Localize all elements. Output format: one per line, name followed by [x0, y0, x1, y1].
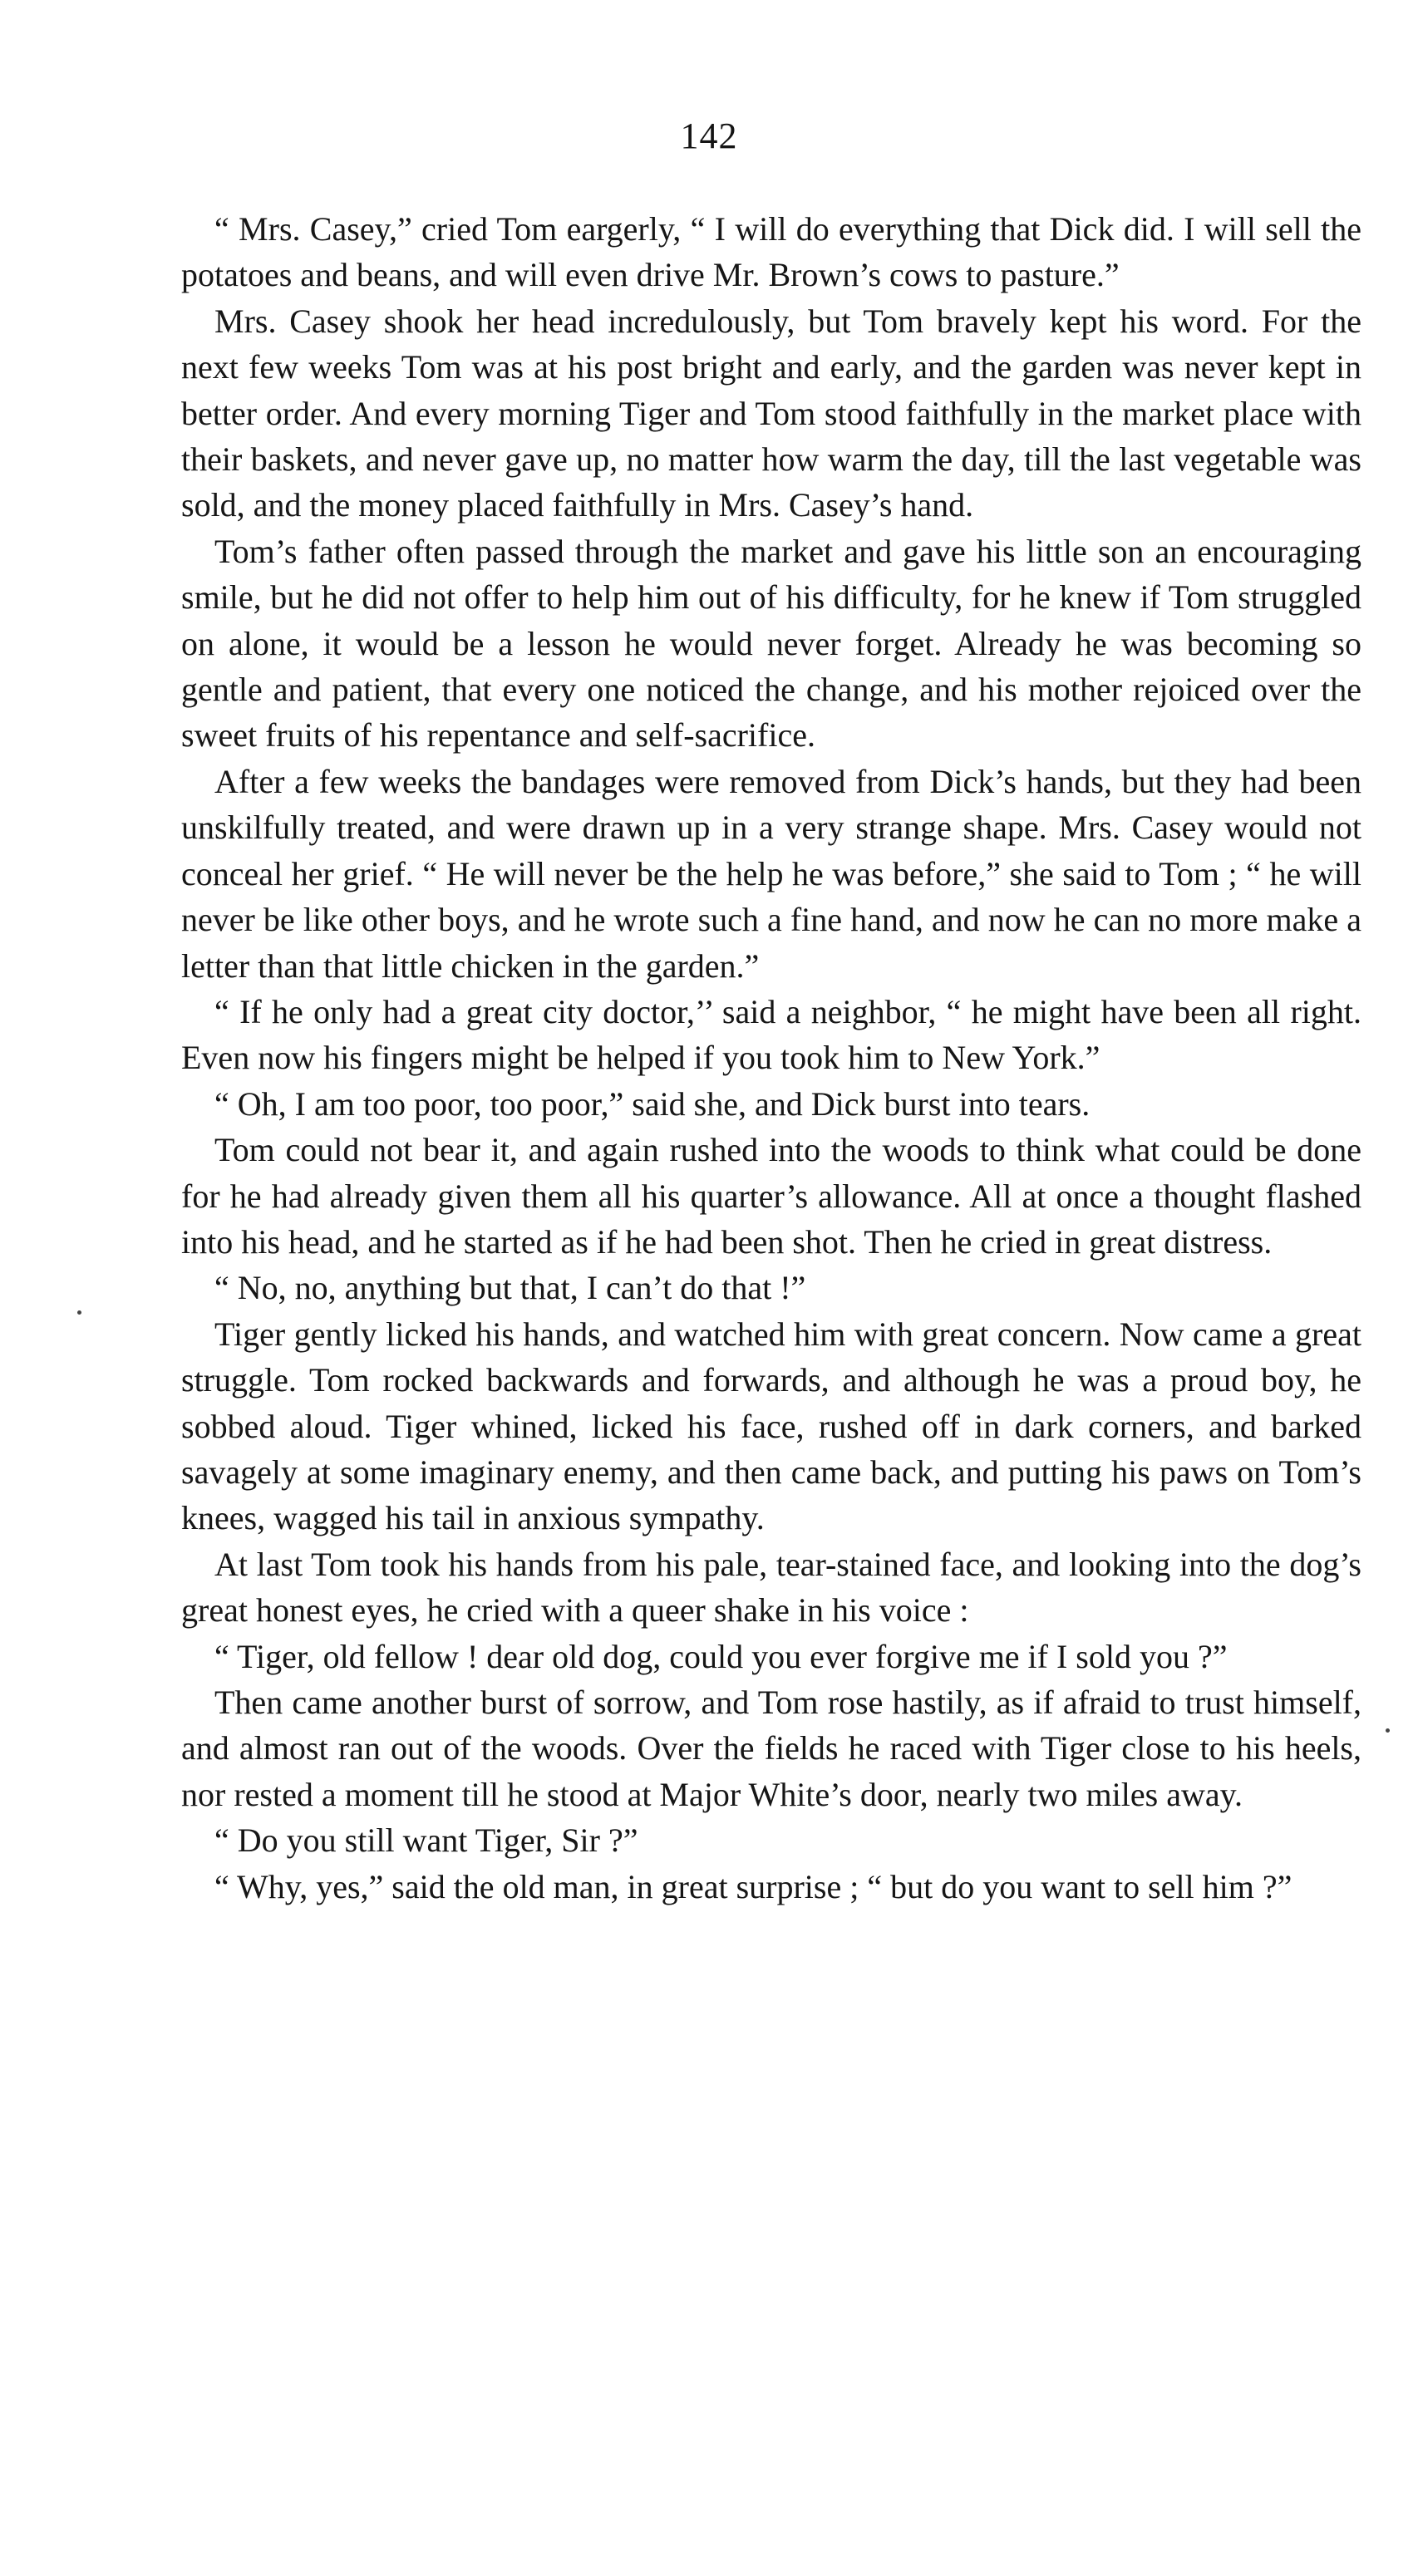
paragraph: Tom could not bear it, and again rushed into the woods to think what could be done for he had already given them all his quarter’s allowance. All at once a thought flashed into his head, and he started as if he had been shot. Then he cried in great distress. [181, 1131, 1361, 1261]
paragraph: “ If he only had a great city doctor,’’ said a neighbor, “ he might have been all right. Even now his fingers might be helped if you took him to New York.” [181, 992, 1361, 1077]
paragraph: “ Why, yes,” said the old man, in great surprise ; “ but do you want to sell him ?” [214, 1867, 1292, 1905]
scan-speck [77, 1310, 81, 1315]
page-number: 142 [680, 116, 738, 156]
paragraph: Mrs. Casey shook her head incredulously, but Tom bravely kept his word. For the next few weeks Tom was at his post bright and early, and the garden was never kept in better order. And every morning Tiger and Tom stood faithfully in the market place with their baskets, and never gave up, no matter how warm the day, till the last vegetable was sold, and the money placed faithfully in Mrs. Casey’s hand. [181, 302, 1361, 524]
paragraph: “ Tiger, old fellow ! dear old dog, could you ever forgive me if I sold you ?” [214, 1637, 1228, 1675]
paragraph: Tom’s father often passed through the market and gave his little son an encouraging smile, but he did not offer to help him out of his difficulty, for he knew if Tom struggled on alone, it would be a lesson he would never forget. Already he was becoming so gentle and patient, that every one noticed the change, and his mother rejoiced over the sweet fruits of his repentance and self-sacrifice. [181, 532, 1361, 755]
paragraph: “ No, no, anything but that, I can’t do that !” [214, 1269, 806, 1307]
paragraph: Then came another burst of sorrow, and Tom rose hastily, as if afraid to trust himself, and almost ran out of the woods. Over the fields he raced with Tiger close to his heels, nor rested a moment till he stood at Major White’s door, nearly two miles away. [181, 1684, 1361, 1813]
body-text [181, 206, 1361, 1910]
paragraph: “ Mrs. Casey,” cried Tom eargerly, “ I will do everything that Dick did. I will sell the potatoes and beans, and will even drive Mr. Brown’s cows to pasture.” [181, 210, 1361, 294]
paragraph: Tiger gently licked his hands, and watched him with great concern. Now came a great struggle. Tom rocked backwards and forwards, and although he was a proud boy, he sobbed aloud. Tiger whined, licked his face, rushed off in dark corners, and barked savagely at some imaginary enemy, and then came back, and putting his paws on Tom’s knees, wagged his tail in anxious sympathy. [181, 1315, 1361, 1537]
paragraph: “ Oh, I am too poor, too poor,” said she, and Dick burst into tears. [214, 1084, 1091, 1123]
scan-speck [1386, 1728, 1390, 1733]
paragraph: “ Do you still want Tiger, Sir ?” [214, 1821, 638, 1860]
paragraph: After a few weeks the bandages were removed from Dick’s hands, but they had been unskilfully treated, and were drawn up in a very strange shape. Mrs. Casey would not conceal her grief. “ He will never be the help he was before,” she said to Tom ; “ he will never be like other boys, and he wrote such a fine hand, and now he can no more make a letter than that little chicken in the garden.” [181, 762, 1361, 985]
paragraph: At last Tom took his hands from his pale, tear-stained face, and looking into the dog’s great honest eyes, he cried with a queer shake in his voice : [181, 1545, 1361, 1630]
